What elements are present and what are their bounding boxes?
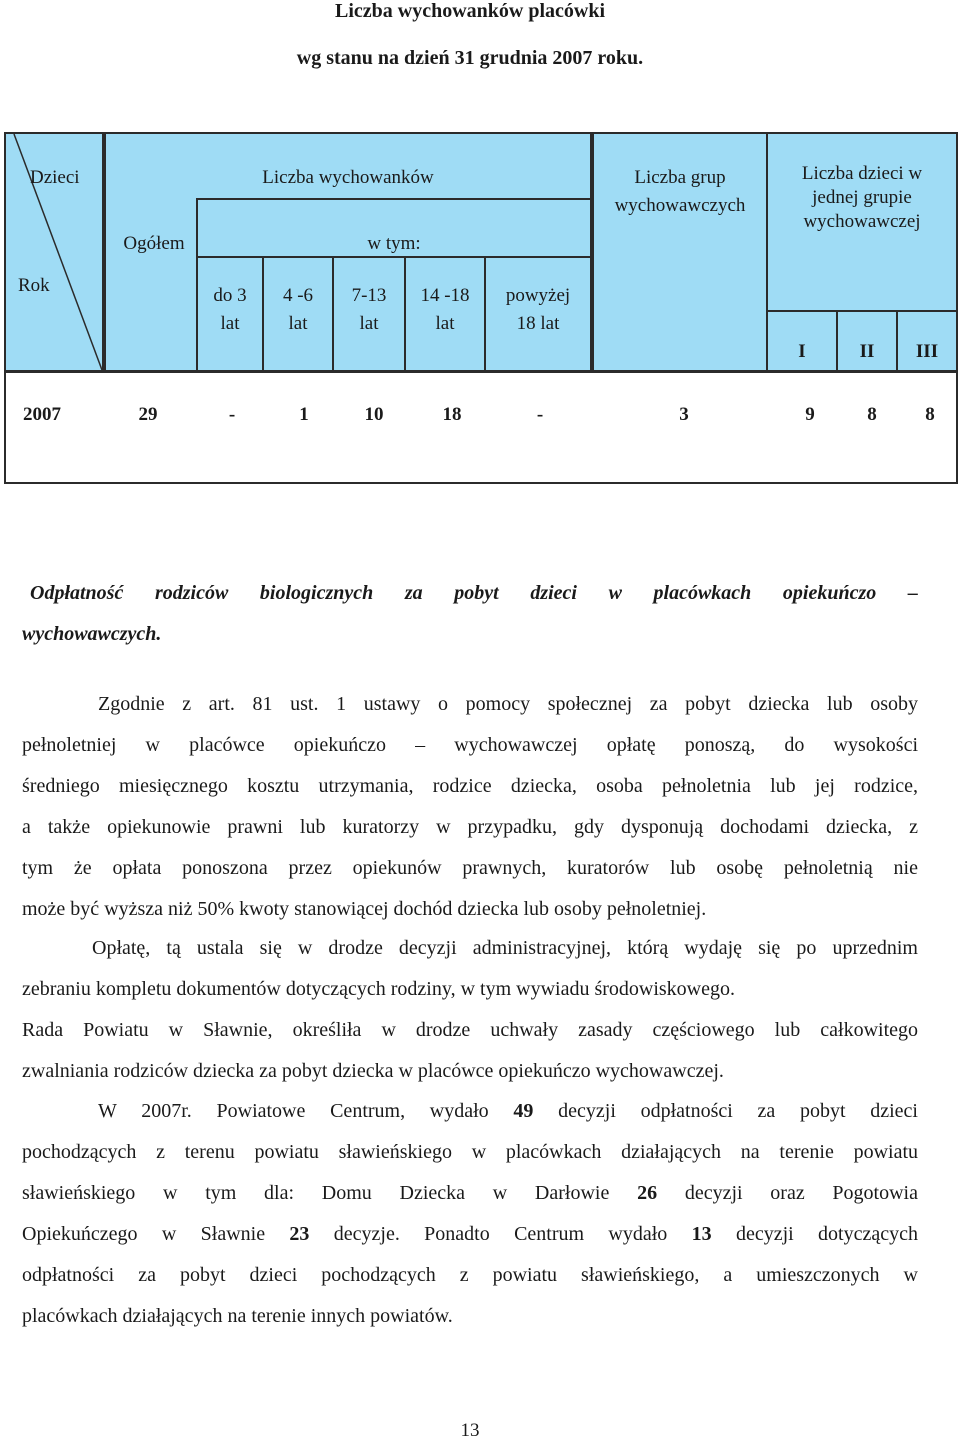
roman-col-III [896, 310, 958, 372]
age-col-3 [404, 256, 486, 372]
paragraph-line: Zgodnie z art. 81 ust. 1 ustawy o pomocy społecznej za pobyt dziecka lub osoby [98, 693, 918, 715]
count-26: 26 [637, 1182, 658, 1204]
paragraph-line [22, 1214, 918, 1255]
section-heading-line2: wychowawczych. [22, 623, 162, 645]
heading-word: – [907, 582, 918, 604]
count-49: 49 [513, 1100, 534, 1122]
roman-label: I [798, 341, 806, 362]
paragraph-line: Rada Powiatu w Sławnie, określiła w drodze uchwały zasady częściowego lub całkowitego [22, 1019, 918, 1041]
total-header: Ogółem [123, 233, 185, 254]
text-run: decyzji odpłatności za pobyt dzieci [558, 1100, 918, 1122]
heading-word: opiekuńczo [782, 582, 877, 604]
row-per-group-III: 8 [925, 404, 935, 425]
heading-word: placówkach [653, 582, 752, 604]
per-group-label: wychowawczej [803, 211, 921, 232]
row-age-2: 10 [364, 404, 384, 425]
heading-word: za [404, 582, 423, 604]
heading-word: Odpłatność [30, 582, 124, 604]
count-13: 13 [691, 1223, 712, 1245]
w-tym-header [196, 198, 592, 258]
groups-header [592, 132, 768, 372]
statistics-table [0, 132, 960, 484]
row-age-0: - [228, 404, 236, 425]
row-per-group-I: 9 [805, 404, 815, 425]
document-title: Liczba wychowanków placówki [334, 0, 606, 22]
age-col-0 [196, 256, 264, 372]
paragraph-line: pochodzących z terenu powiatu sławieńskiego w placówkach działających na terenie powiatu [22, 1141, 918, 1163]
paragraph-line: może być wyższa niż 50% kwoty stanowiącej dochód dziecka lub osoby pełnoletniej. [22, 898, 707, 920]
age-col-label: lat [359, 313, 379, 334]
paragraph-line: tym że opłata ponoszona przez opiekunów prawnych, kuratorów lub osobę pełnoletnią nie [22, 857, 918, 879]
age-col-label: lat [288, 313, 308, 334]
roman-label: II [859, 341, 875, 362]
heading-word: biologicznych [259, 582, 374, 604]
paragraph-line: odpłatności za pobyt dzieci pochodzących z powiatu sławieńskiego, a umieszczonych w [22, 1264, 918, 1286]
corner-label-children: Dzieci [30, 167, 80, 188]
paragraph-line [22, 1091, 918, 1132]
age-col-1 [262, 256, 334, 372]
text-run: sławieńskiego w tym dla: Domu Dziecka w Darłowie [22, 1182, 610, 1204]
paragraph-line: Opłatę, tą ustala się w drodze decyzji administracyjnej, którą wydaję się po uprzednim [92, 937, 918, 959]
corner-header-cell [4, 132, 104, 372]
document-subtitle: wg stanu na dzień 31 grudnia 2007 roku. [296, 47, 644, 69]
paragraph-line: a także opiekunowie prawni lub kuratorzy w przypadku, gdy dysponują dochodami dziecka, z [22, 816, 918, 838]
row-age-4: - [536, 404, 544, 425]
age-col-label: lat [220, 313, 240, 334]
heading-word: dzieci [530, 582, 577, 604]
age-col-label: 14 -18 [420, 285, 470, 306]
age-col-label: do 3 [213, 285, 247, 306]
page-number: 13 [460, 1420, 480, 1441]
paragraph-line: średniego miesięcznego kosztu utrzymania, rodzice dziecka, osoba pełnoletnia lub jej rodzice, [22, 775, 918, 797]
table-row [4, 370, 958, 484]
row-age-1: 1 [299, 404, 309, 425]
paragraph-line [22, 1173, 918, 1214]
heading-word: rodziców [154, 582, 229, 604]
roman-col-II [836, 310, 898, 372]
section-heading [30, 582, 918, 610]
row-age-3: 18 [442, 404, 462, 425]
age-col-label: 18 lat [516, 313, 560, 334]
text-run: decyzji dotyczących [735, 1223, 918, 1245]
groups-header-label: wychowawczych [614, 195, 746, 216]
w-tym-label: w tym: [367, 233, 421, 254]
text-run: decyzji oraz Pogotowia [684, 1182, 918, 1204]
age-col-label: lat [435, 313, 455, 334]
children-count-title: Liczba wychowanków [262, 167, 434, 188]
age-col-2 [332, 256, 406, 372]
groups-header-label: Liczba grup [634, 167, 726, 188]
paragraph-2 [22, 928, 918, 1010]
age-col-label: 7-13 [351, 285, 387, 306]
age-col-label: powyżej [505, 285, 571, 306]
paragraph-line: placówkach działających na terenie innych powiatów. [22, 1305, 453, 1327]
age-col-4 [484, 256, 592, 372]
paragraph-4 [22, 1091, 918, 1337]
row-groups: 3 [679, 404, 689, 425]
paragraph-1 [22, 684, 918, 930]
row-per-group-II: 8 [867, 404, 877, 425]
text-run: Opiekuńczego w Sławnie [22, 1223, 266, 1245]
age-col-label: 4 -6 [282, 285, 314, 306]
heading-word: pobyt [454, 582, 499, 604]
heading-word: w [608, 582, 622, 604]
row-total: 29 [138, 404, 158, 425]
per-group-header [766, 132, 958, 312]
count-23: 23 [289, 1223, 310, 1245]
per-group-label: jednej grupie [812, 187, 912, 208]
row-year: 2007 [23, 404, 61, 425]
corner-label-year: Rok [18, 275, 50, 296]
paragraph-3 [22, 1010, 918, 1092]
roman-label: III [915, 341, 939, 362]
paragraph-line: zwalniania rodziców dziecka za pobyt dziecka w placówce opiekuńczo wychowawczej. [22, 1060, 724, 1082]
text-run: decyzje. Ponadto Centrum wydało [333, 1223, 668, 1245]
per-group-label: Liczba dzieci w [801, 163, 923, 184]
paragraph-line: zebraniu kompletu dokumentów dotyczących rodziny, w tym wywiadu środowiskowego. [22, 978, 735, 1000]
section-heading-line1 [30, 582, 918, 610]
text-run: W 2007r. Powiatowe Centrum, wydało [98, 1100, 489, 1122]
paragraph-line: pełnoletniej w placówce opiekuńczo – wychowawczej opłatę ponoszą, do wysokości [22, 734, 918, 756]
roman-col-I [766, 310, 838, 372]
